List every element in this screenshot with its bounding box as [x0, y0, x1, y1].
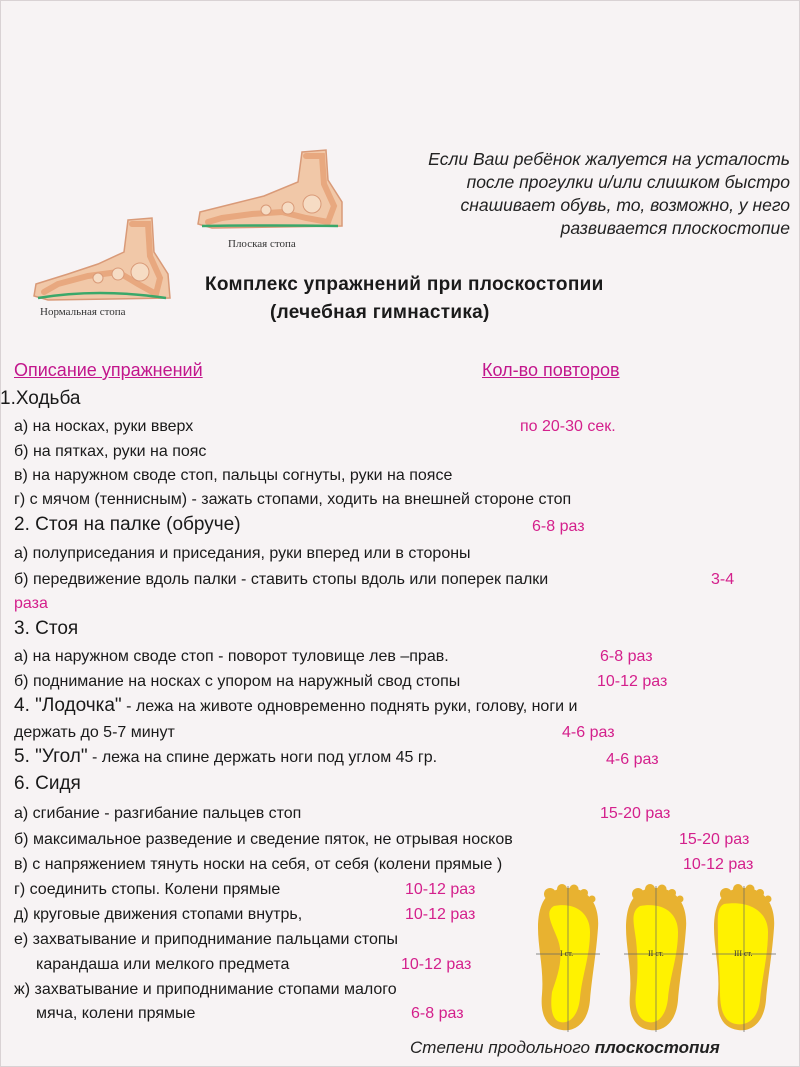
degrees-caption-bold: плоскостопия [594, 1038, 720, 1057]
exercise-line: д) круговые движения стопами внутрь, [14, 906, 303, 923]
footprint-degree-1 [536, 884, 600, 1032]
exercise-line: ж) захватывание и приподнимание стопами малого [14, 981, 397, 998]
reps-value: 6-8 раз [411, 1005, 464, 1022]
reps-value: 10-12 раз [405, 906, 476, 923]
exercise-line: г) с мячом (теннисным) - зажать стопами, ходить на внешней стороне стоп [14, 491, 572, 508]
exercise-line: б) максимальное разведение и сведение пяток, не отрывая носков [14, 831, 513, 848]
footprint-degree-2 [624, 884, 688, 1032]
exercise-line: б) поднимание на носках с упором на наружный свод стопы [14, 673, 461, 690]
section-1-heading: 1.Ходьба [0, 388, 81, 409]
section-5-heading: 5. "Угол" [14, 746, 88, 767]
section-4-text: - лежа на животе одновременно поднять руки, голову, ноги и [121, 698, 578, 715]
degree-label-3: III ст. [734, 949, 753, 958]
exercise-line: а) сгибание - разгибание пальцев стоп [14, 805, 302, 822]
degree-label-1: I ст. [560, 949, 574, 958]
reps-value: 4-6 раз [562, 724, 615, 741]
degrees-caption [410, 1038, 720, 1058]
intro-line: снашивает обувь, то, возможно, у него [460, 195, 790, 215]
intro-line: Если Ваш ребёнок жалуется на усталость [428, 149, 790, 169]
section-4-heading: 4. "Лодочка" [14, 695, 122, 716]
exercise-line: г) соединить стопы. Колени прямые [14, 881, 281, 898]
degrees-caption-text: Степени продольного [410, 1038, 590, 1057]
reps-value: 4-6 раз [606, 751, 659, 768]
section-4-line [14, 695, 577, 718]
intro-line: после прогулки и/или слишком быстро [466, 172, 790, 192]
section-5-text: - лежа на спине держать ноги под углом 45 гр. [87, 749, 438, 766]
flatfoot-degrees-illustration [530, 884, 792, 1034]
exercise-line: б) передвижение вдоль палки - ставить стопы вдоль или поперек палки [14, 571, 549, 588]
intro-line: развивается плоскостопие [560, 218, 790, 238]
reps-value: 6-8 раз [600, 648, 653, 665]
exercise-line: б) на пятках, руки на пояс [14, 443, 207, 460]
reps-value: 15-20 раз [600, 805, 671, 822]
reps-value: 10-12 раз [597, 673, 668, 690]
exercise-line: мяча, колени прямые [36, 1005, 196, 1022]
reps-value: 6-8 раз [532, 518, 585, 535]
reps-value: по 20-30 сек. [520, 418, 616, 435]
intro-text [360, 148, 790, 240]
footprint-degree-3 [712, 884, 776, 1032]
header-reps: Кол-во повторов [482, 360, 620, 380]
normal-foot-caption: Нормальная стопа [40, 306, 126, 318]
exercise-line: в) с напряжением тянуть носки на себя, от себя (колени прямые ) [14, 856, 503, 873]
flat-foot-caption: Плоская стопа [228, 238, 296, 250]
exercise-line: в) на наружном своде стоп, пальцы согнуты, руки на поясе [14, 467, 453, 484]
flat-foot-illustration [192, 146, 352, 238]
exercise-line: держать до 5-7 минут [14, 724, 175, 741]
section-3-heading: 3. Стоя [14, 618, 79, 639]
page-subtitle: (лечебная гимнастика) [270, 302, 490, 323]
exercise-line: а) на наружном своде стоп - поворот туловище лев –прав. [14, 648, 449, 665]
section-6-heading: 6. Сидя [14, 773, 81, 794]
section-2-heading: 2. Стоя на палке (обруче) [14, 514, 241, 535]
normal-foot-illustration [28, 212, 188, 307]
reps-value: 10-12 раз [683, 856, 754, 873]
reps-value: 10-12 раз [401, 956, 472, 973]
degree-label-2: II ст. [648, 949, 664, 958]
reps-value: 10-12 раз [405, 881, 476, 898]
reps-value: 3-4 [711, 571, 735, 588]
exercise-line: а) полуприседания и приседания, руки вперед или в стороны [14, 545, 471, 562]
exercise-line: е) захватывание и приподнимание пальцами стопы [14, 931, 399, 948]
exercise-line: а) на носках, руки вверх [14, 418, 194, 435]
header-description: Описание упражнений [14, 360, 203, 380]
section-5-line [14, 746, 437, 769]
reps-value: 15-20 раз [679, 831, 750, 848]
page-title: Комплекс упражнений при плоскостопии [205, 274, 604, 295]
exercise-line: карандаша или мелкого предмета [36, 956, 290, 973]
reps-value: раза [14, 595, 48, 612]
